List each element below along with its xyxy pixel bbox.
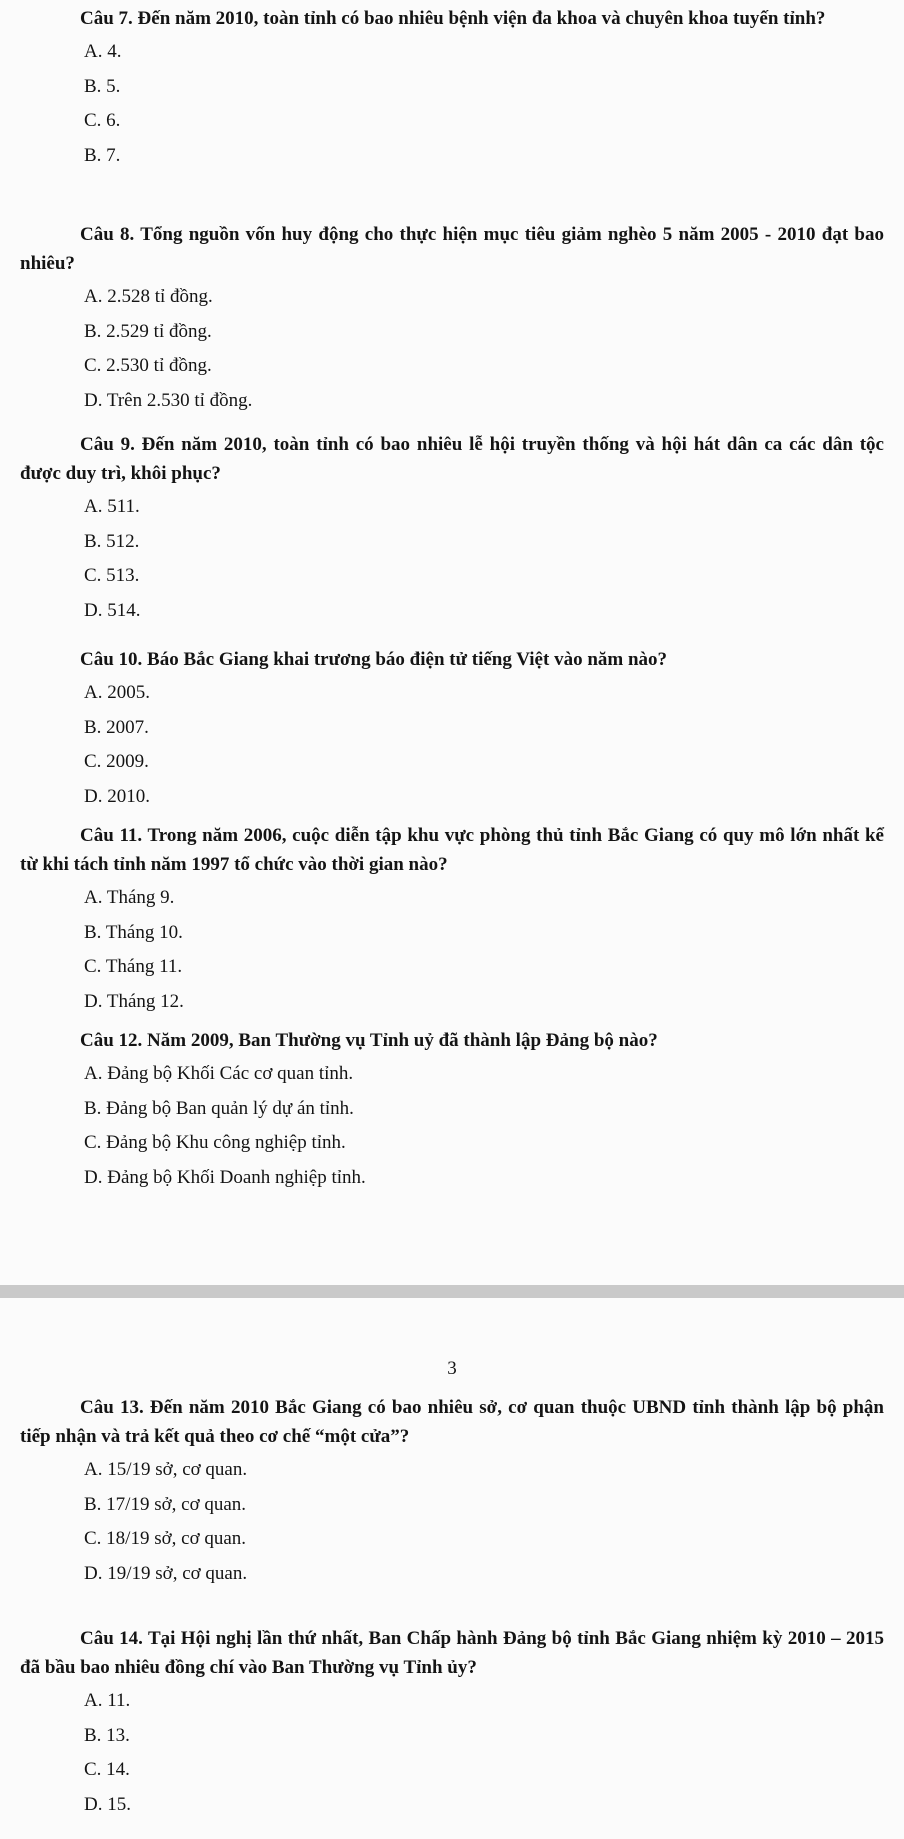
answer-option: B. 13. <box>84 1724 130 1746</box>
answer-option: C. 14. <box>84 1759 130 1780</box>
answer-option: C. 18/19 sở, cơ quan. <box>84 1528 247 1549</box>
answer-option: A. Tháng 9. <box>84 887 175 908</box>
answer-option: A. 2.528 tỉ đồng. <box>84 286 213 307</box>
answer-option: C. 2.530 tỉ đồng. <box>84 355 212 376</box>
question-text: Câu 9. Đến năm 2010, toàn tỉnh có bao nhiêu lễ hội truyền thống và hội hát dân ca các dân tộc được duy trì, khôi phục? <box>20 434 884 484</box>
answer-option: A. Đảng bộ Khối Các cơ quan tỉnh. <box>84 1063 354 1084</box>
question-text: Câu 12. Năm 2009, Ban Thường vụ Tỉnh uỷ đã thành lập Đảng bộ nào? <box>80 1030 658 1051</box>
answer-option: C. 2009. <box>84 751 149 772</box>
answer-option: B. 17/19 sở, cơ quan. <box>84 1493 247 1515</box>
question-block-8 <box>0 220 904 418</box>
question-block-10 <box>0 645 904 814</box>
question-block-14 <box>0 1624 904 1822</box>
answer-option: D. 514. <box>84 599 141 621</box>
answer-option: A. 4. <box>84 41 122 62</box>
answer-option: D. Trên 2.530 tỉ đồng. <box>84 389 253 411</box>
answer-option: D. 19/19 sở, cơ quan. <box>84 1562 248 1584</box>
question-block-12 <box>0 1026 904 1195</box>
question-text: Câu 8. Tổng nguồn vốn huy động cho thực hiện mục tiêu giảm nghèo 5 năm 2005 - 2010 đạt bao nhiêu? <box>20 224 884 274</box>
page-number: 3 <box>447 1358 457 1379</box>
answer-option: A. 15/19 sở, cơ quan. <box>84 1459 248 1480</box>
question-text: Câu 7. Đến năm 2010, toàn tỉnh có bao nhiêu bệnh viện đa khoa và chuyên khoa tuyến tỉnh? <box>80 8 826 29</box>
answer-option: D. Đảng bộ Khối Doanh nghiệp tỉnh. <box>84 1166 366 1188</box>
answer-option: C. 6. <box>84 110 121 131</box>
answer-option: B. Đảng bộ Ban quản lý dự án tỉnh. <box>84 1097 354 1119</box>
question-block-7 <box>0 4 904 173</box>
answer-option: B. 512. <box>84 530 140 552</box>
answer-option: B. 7. <box>84 144 121 166</box>
answer-option: A. 11. <box>84 1690 131 1711</box>
question-text: Câu 13. Đến năm 2010 Bắc Giang có bao nhiêu sở, cơ quan thuộc UBND tỉnh thành lập bộ phận tiếp nhận và trả kết quả theo cơ chế “một cửa”? <box>20 1397 884 1447</box>
page-separator <box>0 1285 904 1298</box>
answer-option: B. 5. <box>84 75 121 97</box>
answer-option: B. 2.529 tỉ đồng. <box>84 320 212 342</box>
answer-option: C. 513. <box>84 565 140 586</box>
answer-option: D. 2010. <box>84 785 150 807</box>
question-text: Câu 14. Tại Hội nghị lần thứ nhất, Ban Chấp hành Đảng bộ tỉnh Bắc Giang nhiệm kỳ 2010 – 2015 đã bầu bao nhiêu đồng chí vào Ban Thường vụ Tỉnh ủy? <box>20 1628 884 1678</box>
question-block-9 <box>0 430 904 628</box>
document-page-2 <box>0 1298 904 1839</box>
question-text: Câu 11. Trong năm 2006, cuộc diễn tập khu vực phòng thủ tỉnh Bắc Giang có quy mô lớn nhất kể từ khi tách tỉnh năm 1997 tổ chức vào thời gian nào? <box>20 825 884 875</box>
answer-option: C. Đảng bộ Khu công nghiệp tỉnh. <box>84 1132 346 1153</box>
answer-option: B. 2007. <box>84 716 149 738</box>
question-block-13 <box>0 1393 904 1591</box>
question-block-11 <box>0 821 904 1019</box>
question-text: Câu 10. Báo Bắc Giang khai trương báo điện tử tiếng Việt vào năm nào? <box>80 649 668 670</box>
answer-option: B. Tháng 10. <box>84 921 183 943</box>
answer-option: A. 2005. <box>84 682 150 703</box>
answer-option: C. Tháng 11. <box>84 956 183 977</box>
answer-option: D. 15. <box>84 1793 131 1815</box>
answer-option: A. 511. <box>84 496 140 517</box>
answer-option: D. Tháng 12. <box>84 990 184 1012</box>
